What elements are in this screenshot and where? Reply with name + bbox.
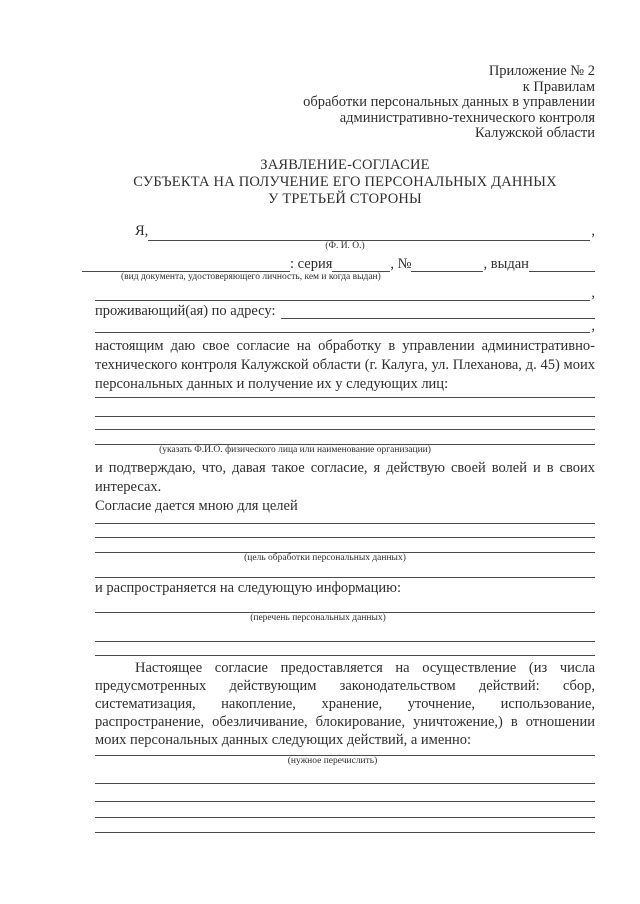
appendix-header-line: Приложение № 2 — [488, 63, 595, 79]
actions-list-blank-line — [95, 818, 595, 833]
info-extra-blank-line — [95, 642, 595, 656]
info-extra-blank-line — [95, 625, 595, 642]
info-intro-line: и распространяется на следующую информацию: — [95, 579, 402, 596]
issued-continuation-blank-field — [95, 285, 590, 301]
purpose-blank-line — [95, 516, 595, 524]
purpose-extra-blank-line — [95, 565, 595, 578]
appendix-header — [95, 0, 595, 142]
number-label: , № — [390, 255, 412, 272]
actions-list-blank-line — [95, 802, 595, 818]
purpose-intro-line: Согласие дается мною для целей — [95, 497, 298, 514]
first-line-indent — [95, 222, 135, 241]
page-content — [95, 0, 595, 833]
series-blank-field — [332, 256, 390, 272]
identity-document-row — [82, 256, 595, 272]
purpose-blank-line — [95, 524, 595, 538]
identity-document-caption: (вид документа, удостоверяющего личность, кем и когда выдан) — [121, 271, 381, 282]
actions-list-blank-line — [95, 768, 595, 784]
persons-blank-line — [95, 417, 595, 430]
address-blank-field — [281, 303, 596, 319]
address-continuation-row — [95, 319, 595, 333]
full-name-caption: (Ф. И. О.) — [325, 240, 365, 251]
number-blank-field — [411, 256, 483, 272]
actions-paragraph: Настоящее согласие предоставляется на осуществление (из числа предусмотренных действующим законодательством действий: сбор, систематизация, накопление, хранение, уточнение, использование, распространение, обезличивание, блокирование, уничтожение,) в отношении моих персональных данных следующих действий, а именно: — [95, 659, 595, 748]
info-caption: (перечень персональных данных) — [250, 612, 386, 623]
appendix-header-line: Калужской области — [475, 125, 595, 141]
appendix-header-line: административно-технического контроля — [339, 109, 595, 126]
document-type-blank-field — [82, 256, 290, 272]
address-row — [95, 303, 595, 319]
confirmation-paragraph: и подтверждаю, что, давая такое согласие, я действую своей волей и в своих интересах. — [95, 459, 595, 495]
actions-blank-line — [95, 749, 595, 756]
full-name-trailing-comma: , — [591, 222, 595, 239]
full-name-row — [95, 222, 595, 241]
document-title-line: ЗАЯВЛЕНИЕ-СОГЛАСИЕ — [260, 156, 430, 173]
address-continuation-blank-field — [95, 319, 590, 333]
appendix-header-line: к Правилам — [522, 78, 595, 95]
persons-blank-line — [95, 430, 595, 445]
appendix-header-line: обработки персональных данных в управлении — [303, 94, 595, 110]
purpose-caption: (цель обработки персональных данных) — [244, 552, 406, 563]
actions-caption: (нужное перечислить) — [287, 755, 378, 766]
persons-caption: (указать Ф.И.О. физического лица или наименование организации) — [159, 444, 431, 455]
persons-blank-line — [95, 398, 595, 417]
document-title-line: СУБЪЕКТА НА ПОЛУЧЕНИЕ ЕГО ПЕРСОНАЛЬНЫХ ДАННЫХ — [133, 173, 557, 190]
issued-trailing-comma: , — [591, 284, 595, 301]
full-name-prefix: Я, — [135, 222, 149, 239]
document-title — [95, 157, 595, 208]
document-title-line: У ТРЕТЬЕЙ СТОРОНЫ — [268, 190, 422, 207]
address-label: проживающий(ая) по адресу: — [95, 302, 276, 319]
full-name-blank-field — [148, 222, 590, 241]
address-trailing-comma: , — [591, 317, 595, 334]
purpose-blank-line — [95, 538, 595, 553]
issued-blank-field — [529, 256, 595, 272]
actions-list-blank-line — [95, 784, 595, 802]
consent-paragraph: настоящим даю свое согласие на обработку в управлении административно-технического контроля Калужской области (г. Калуга, ул. Плеханова, д. 45) моих персональных данных и получение их у следующих лиц: — [95, 337, 595, 392]
series-label: : серия — [290, 255, 333, 272]
issued-continuation-row — [95, 285, 595, 301]
info-blank-line — [95, 598, 595, 613]
issued-label: , выдан — [483, 255, 529, 272]
